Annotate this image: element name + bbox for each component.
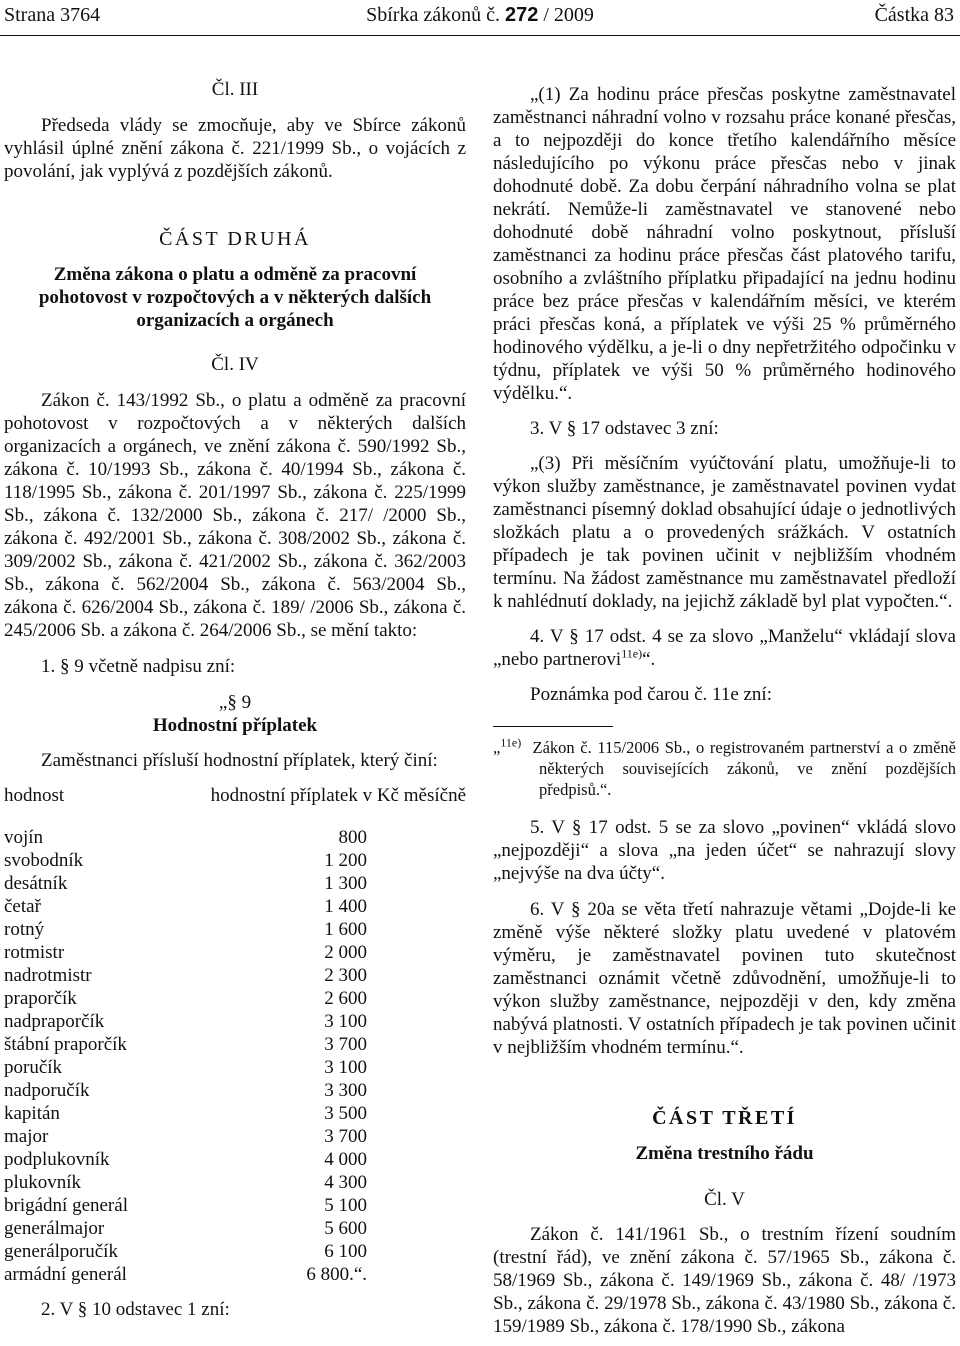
rank-allowance: 4 300 xyxy=(324,1172,367,1193)
right-column xyxy=(493,83,956,1338)
paragraph-9-text: Zaměstnanci přísluší hodnostní příplatek, který činí: xyxy=(41,750,438,771)
table-row xyxy=(4,1079,367,1102)
rank-allowance: 3 100 xyxy=(324,1057,367,1078)
table-header xyxy=(4,784,466,807)
table-row xyxy=(4,895,367,918)
rank-allowance: 6 800.“. xyxy=(306,1264,367,1285)
rank-allowance: 3 100 xyxy=(324,1011,367,1032)
rank-allowance: 2 600 xyxy=(324,988,367,1009)
paragraph-9-heading: „§ 9 xyxy=(218,692,252,713)
table-row xyxy=(4,918,367,941)
column-header-rank: hodnost xyxy=(4,785,65,806)
table-row xyxy=(4,1056,367,1079)
rank-name: podplukovník xyxy=(4,1149,110,1170)
part-3-title: Změna trestního řádu xyxy=(635,1143,814,1164)
footnote-ref: 11e) xyxy=(621,646,643,661)
issue-part: Částka 83 xyxy=(874,4,954,26)
table-row xyxy=(4,987,367,1010)
table-row xyxy=(4,941,367,964)
rank-name: armádní generál xyxy=(4,1264,127,1285)
footnote-11e: „$^{11e)}$ Zákon č. 115/2006 Sb., o registrovaném partnerství a o změně některých souvisejících zákonů, ve znění pozdějších předpisů.“. xyxy=(493,735,956,799)
rank-allowance-table xyxy=(4,826,367,1286)
table-row xyxy=(4,1033,367,1056)
rank-name: svobodník xyxy=(4,850,84,871)
quoted-paragraph-1: „(1) Za hodinu práce přesčas poskytne zaměstnavatel zaměstnanci náhradní volno v rozsahu práce konané přesčas, a to nejpozději do konce třetího kalendářního měsíce následujícího po výkonu práce přesčas nebo v jinak dohodnuté době. Za dobu čerpání náhradního volna se plat nekrátí. Nemůže-li zaměstnavatel ve stanovené nebo dohodnuté době náhradní volno poskytnout, přísluší zaměstnanci za hodinu práce přesčas část platového tarifu, osobního a zvláštního příplatku připadající na jednu hodinu práce bez práce přesčas v kalendářním měsíci, ve kterém práci přesčas koná, a příplatek ve výši 25 % průměrného hodinového výdělku, a je-li o dny nepřetržitého odpočinku v týdnu, příplatek ve výši 50 % průměrného hodinového výdělku.“. xyxy=(493,84,956,404)
rank-allowance: 1 600 xyxy=(324,919,367,940)
table-row xyxy=(4,1171,367,1194)
table-row xyxy=(4,1102,367,1125)
rank-name: nadrotmistr xyxy=(4,965,92,986)
article-4-heading: Čl. IV xyxy=(211,354,259,375)
table-row xyxy=(4,1240,367,1263)
table-row xyxy=(4,826,367,849)
rank-name: četař xyxy=(4,896,41,917)
page-number: Strana 3764 xyxy=(4,4,101,26)
rank-name: plukovník xyxy=(4,1172,82,1193)
article-5-text: Zákon č. 141/1961 Sb., o trestním řízení soudním (trestní řád), ve znění zákona č. 57/1965 Sb., zákona č. 58/1969 Sb., zákona č. 149/1969 Sb., zákona č. 48/ /1973 Sb., zákona č. 29/1978 Sb., zákona č. 43/1980 Sb., zákona č. 159/1989 Sb., zákona č. 178/1990 Sb., zákona xyxy=(493,1224,956,1337)
rank-name: vojín xyxy=(4,827,44,848)
rank-name: brigádní generál xyxy=(4,1195,128,1216)
rank-name: poručík xyxy=(4,1057,63,1078)
rank-name: generálmajor xyxy=(4,1218,105,1239)
table-row xyxy=(4,1010,367,1033)
left-column xyxy=(4,78,466,1321)
collection-number: 272 xyxy=(504,4,539,26)
table-row xyxy=(4,964,367,987)
table-row xyxy=(4,849,367,872)
rank-name: nadporučík xyxy=(4,1080,90,1101)
item-6: 6. V § 20a se věta třetí nahrazuje větami „Dojde-li ke změně výše některé složky platu uvedené v platovém výměru, je zaměstnavatel povinen tuto skutečnost zaměstnanci oznámit včetně zdůvodnění, umožňuje-li to výkon služby zaměstnance, nejpozději v den, kdy změna nabývá platnosti. V ostatních případech je tak povinen učinit v nejbližším vhodném termínu.“. xyxy=(493,899,956,1058)
column-header-value: hodnostní příplatek v Kč měsíčně xyxy=(210,785,466,806)
article-5-heading: Čl. V xyxy=(704,1189,745,1210)
part-2-title: Změna zákona o platu a odměně za pracovní pohotovost v rozpočtových a v některých dalších organizacích a orgánech xyxy=(38,264,432,331)
article-3-heading: Čl. III xyxy=(211,79,259,100)
rank-allowance: 2 300 xyxy=(324,965,367,986)
header-rule xyxy=(0,35,960,36)
item-3: 3. V § 17 odstavec 3 zní: xyxy=(530,418,719,439)
part-2-heading: ČÁST DRUHÁ xyxy=(159,228,311,250)
part-3-heading: ČÁST TŘETÍ xyxy=(652,1107,797,1129)
rank-allowance: 3 700 xyxy=(324,1034,367,1055)
item-5: 5. V § 17 odst. 5 se za slovo „povinen“ vkládá slovo „nejpozději“ a slova „na jeden účet“ se nahrazují slovy „nejvýše na dva účty“. xyxy=(493,817,956,884)
item-4: 4. V § 17 odst. 4 se za slovo „Manželu“ vkládají slova „nebo partnerovi$^{11e)}$“. xyxy=(493,626,956,670)
collection-title: Sbírka zákonů č. 272 / 2009 xyxy=(366,4,594,26)
item-2: 2. V § 10 odstavec 1 zní: xyxy=(41,1299,230,1320)
rank-name: generálporučík xyxy=(4,1241,118,1262)
rank-name: kapitán xyxy=(4,1103,60,1124)
footnote-rule xyxy=(493,726,613,727)
rank-name: major xyxy=(4,1126,49,1147)
rank-allowance: 6 100 xyxy=(324,1241,367,1262)
table-row xyxy=(4,1125,367,1148)
quoted-paragraph-3: „(3) Při měsíčním vyúčtování platu, umožňuje-li to výkon služby zaměstnance, je zaměstnavatel povinen vydat zaměstnanci písemný doklad obsahující údaje o jednotlivých složkách platu a o provedených srážkách. V ostatních případech je tak povinen učinit v nejbližším vhodném termínu. Na žádost zaměstnance mu zaměstnavatel předloží k nahlédnutí doklady, na jejichž základě byl plat vypočten.“. xyxy=(493,453,956,612)
rank-name: nadpraporčík xyxy=(4,1011,105,1032)
table-row xyxy=(4,1217,367,1240)
table-row xyxy=(4,1148,367,1171)
rank-allowance: 800 xyxy=(338,827,367,848)
rank-allowance: 3 500 xyxy=(324,1103,367,1124)
rank-allowance: 1 400 xyxy=(324,896,367,917)
footnote-intro: Poznámka pod čarou č. 11e zní: xyxy=(530,684,772,705)
page-header xyxy=(0,4,960,30)
article-4-intro: Zákon č. 143/1992 Sb., o platu a odměně za pracovní pohotovost v rozpočtových a v některých dalších organizacích a orgánech, ve znění zákona č. 590/1992 Sb., zákona č. 10/1993 Sb., zákona č. 40/1994 Sb., zákona č. 118/1995 Sb., zákona č. 201/1997 Sb., zákona č. 225/1999 Sb., zákona č. 132/2000 Sb., zákona č. 217/ /2000 Sb., zákona č. 492/2001 Sb., zákona č. 308/2002 Sb., zákona č. 309/2002 Sb., zákona č. 421/2002 Sb., zákona č. 362/2003 Sb., zákona č. 562/2004 Sb., zákona č. 563/2004 Sb., zákona č. 626/2004 Sb., zákona č. 189/ /2006 Sb., zákona č. 245/2006 Sb. a zákona č. 264/2006 Sb., se mění takto: xyxy=(4,390,466,641)
rank-allowance: 2 000 xyxy=(324,942,367,963)
rank-allowance: 4 000 xyxy=(324,1149,367,1170)
table-row xyxy=(4,1263,367,1286)
rank-name: štábní praporčík xyxy=(4,1034,127,1055)
article-3-text: Předseda vlády se zmocňuje, aby ve Sbírce zákonů vyhlásil úplné znění zákona č. 221/1999 Sb., o vojácích z povolání, jak vyplývá z pozdějších zákonů. xyxy=(4,115,466,182)
rank-allowance: 5 600 xyxy=(324,1218,367,1239)
rank-name: praporčík xyxy=(4,988,77,1009)
table-row xyxy=(4,1194,367,1217)
rank-allowance: 5 100 xyxy=(324,1195,367,1216)
rank-name: rotný xyxy=(4,919,45,940)
rank-allowance: 1 200 xyxy=(324,850,367,871)
table-row xyxy=(4,872,367,895)
item-1: 1. § 9 včetně nadpisu zní: xyxy=(41,656,236,677)
paragraph-9-title: Hodnostní příplatek xyxy=(152,715,318,736)
rank-allowance: 3 300 xyxy=(324,1080,367,1101)
rank-allowance: 1 300 xyxy=(324,873,367,894)
rank-name: desátník xyxy=(4,873,68,894)
rank-name: rotmistr xyxy=(4,942,65,963)
rank-allowance: 3 700 xyxy=(324,1126,367,1147)
